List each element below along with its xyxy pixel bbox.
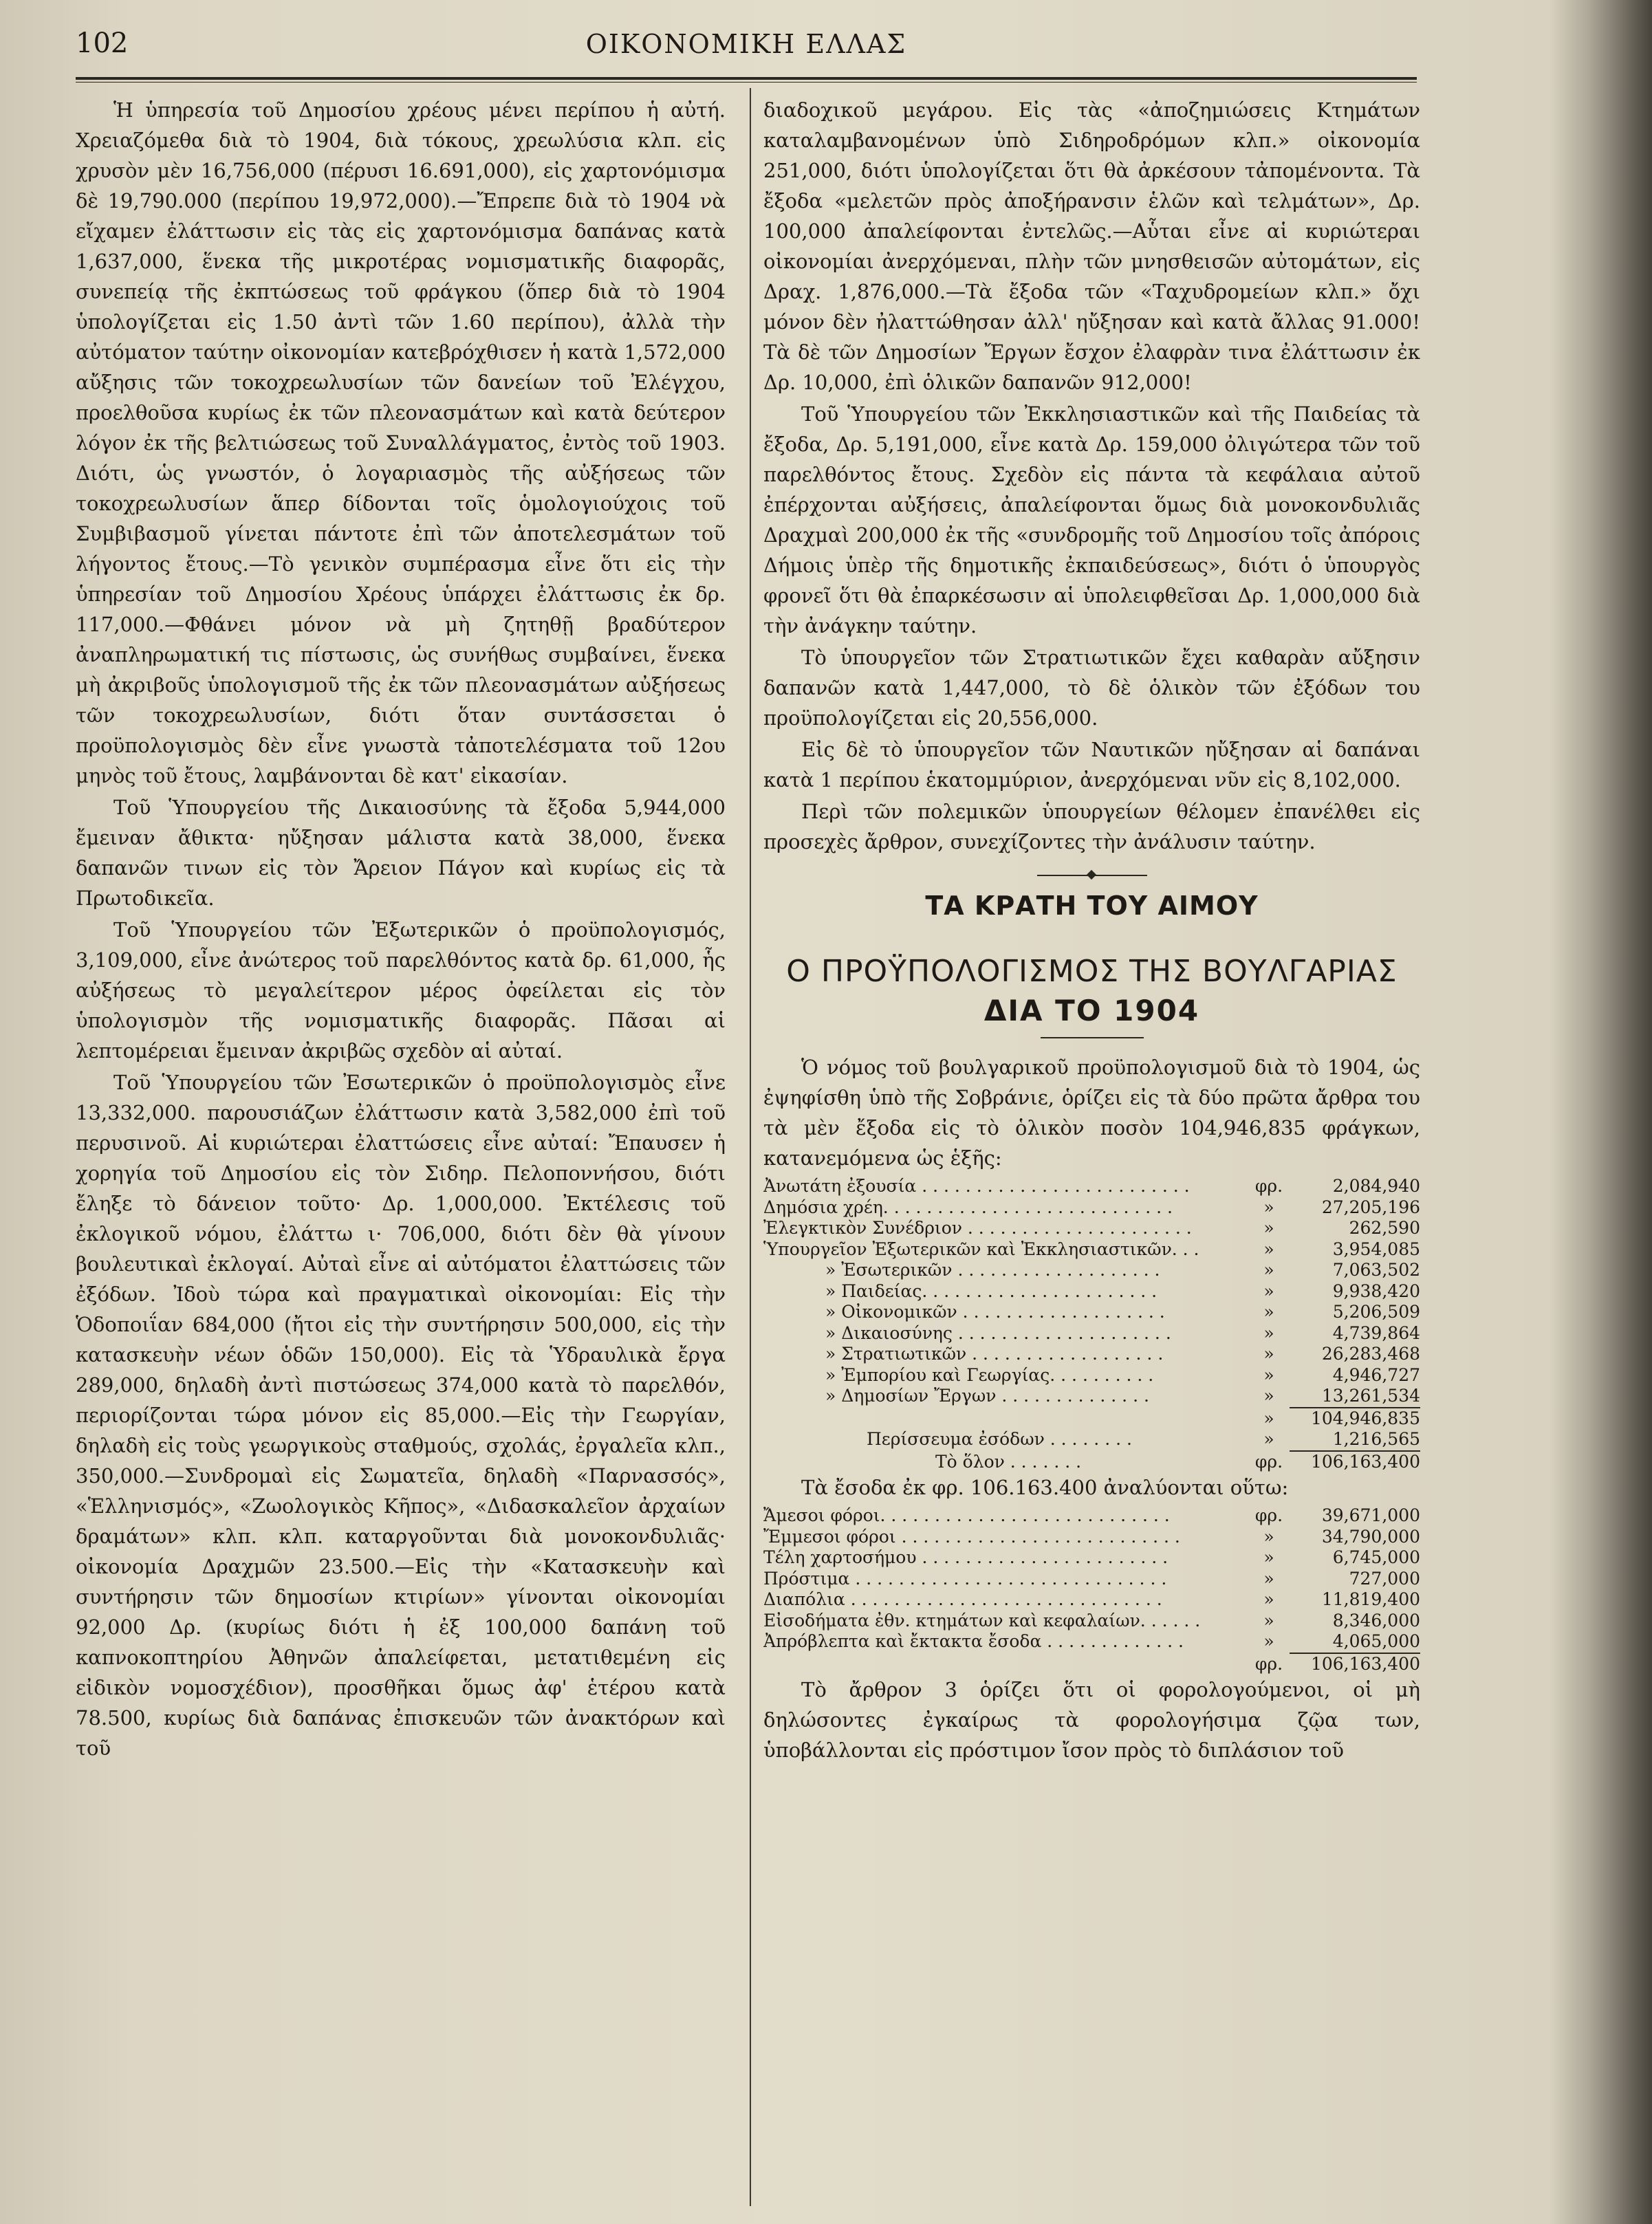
expense-row: [763, 1344, 1420, 1365]
expense-row-amount: 7,063,502: [1332, 1260, 1420, 1280]
expense-row-currency: φρ.: [1254, 1451, 1283, 1472]
expense-row-currency: »: [1263, 1239, 1274, 1259]
expense-row-label: » Οἰκονομικῶν . . . . . . . . . . . . . . . . . . .: [825, 1302, 1165, 1322]
expense-row-label: » Ἐσωτερικῶν . . . . . . . . . . . . . . . . . . .: [825, 1260, 1160, 1280]
expense-row-amount: 1,216,565: [1332, 1429, 1420, 1449]
paragraph-conclusion: Περὶ τῶν πολεμικῶν ὑπουργείων θέλομεν ἐπανέλθει εἰς προσεχὲς ἄρθρον, συνεχίζοντες τὴν ἀνάλυσιν ταύτην.: [763, 800, 1420, 853]
expense-row: [763, 1260, 1420, 1281]
paragraph-justice: Τοῦ Ὑπουργείου τῆς Δικαιοσύνης τὰ ἔξοδα 5,944,000 ἔμειναν ἄθικτα· ηὔξησαν μάλιστα κατὰ 38,000, ἕνεκα δαπανῶν τινων εἰς τὸν Ἄρειον Πάγον καὶ κυρίως εἰς τὰ Πρωτοδικεῖα.: [76, 796, 726, 910]
expense-row-label: » Ἐμπορίου καὶ Γεωργίας. . . . . . . . . .: [825, 1364, 1154, 1385]
expense-row-amount: 9,938,420: [1332, 1280, 1420, 1301]
article-title: Ο ΠΡΟΫΠΟΛΟΓΙΣΜΟΣ ΤΗΣ ΒΟΥΛΓΑΡΙΑΣ: [786, 954, 1398, 989]
revenue-row-currency: φρ.: [1254, 1505, 1283, 1525]
article-subtitle: ΔΙΑ ΤΟ 1904: [983, 994, 1200, 1027]
expense-row: [763, 1302, 1420, 1323]
expense-row-currency: »: [1263, 1429, 1274, 1449]
revenue-row: [763, 1589, 1420, 1611]
revenue-row-currency: »: [1263, 1547, 1274, 1567]
revenue-row-label: Διαπόλια . . . . . . . . . . . . . . . . . . . . . . . . . . . . .: [763, 1589, 1162, 1609]
expense-row: [763, 1386, 1420, 1407]
paragraph-military: Τὸ ὑπουργεῖον τῶν Στρατιωτικῶν ἔχει καθαρὰν αὔξησιν δαπανῶν κατὰ 1,447,000, τὸ δὲ ὁλικὸν τῶν ἐξόδων του προϋπολογίζεται εἰς 20,556,000.: [763, 646, 1420, 730]
expense-row-currency: »: [1263, 1364, 1274, 1385]
expense-row-label: Περίσσευμα ἐσόδων . . . . . . . .: [867, 1429, 1132, 1449]
expenses-table: [763, 1176, 1420, 1472]
expense-row-amount: 27,205,196: [1321, 1197, 1420, 1217]
revenue-row-amount: 106,163,400: [1290, 1653, 1420, 1675]
expense-row-currency: »: [1263, 1302, 1274, 1322]
revenue-row-label: Ἀπρόβλεπτα καὶ ἔκτακτα ἔσοδα . . . . . . . . . . . . .: [763, 1631, 1184, 1651]
closing-paragraph: Τὸ ἄρθρον 3 ὁρίζει ὅτι οἱ φορολογούμενοι, οἱ μὴ δηλώσοντες ἐγκαίρως τὰ φορολογήσιμα ζῷα των, ὑποβάλλονται εἰς πρόστιμον ἴσον πρὸς τὸ διπλάσιον τοῦ: [763, 1678, 1420, 1762]
revenue-row-currency: »: [1263, 1631, 1274, 1651]
expense-row-currency: »: [1263, 1260, 1274, 1280]
expense-row-amount: 26,283,468: [1321, 1344, 1420, 1364]
revenue-row-amount: 4,065,000: [1332, 1631, 1420, 1651]
revenue-row: [763, 1505, 1420, 1527]
expense-row-label: Ὑπουργεῖον Ἐξωτερικῶν καὶ Ἐκκλησιαστικῶν. . .: [763, 1239, 1199, 1259]
expense-row-currency: »: [1263, 1280, 1274, 1301]
expense-row-currency: »: [1263, 1218, 1274, 1238]
expense-row-currency: »: [1263, 1408, 1274, 1428]
expense-row-label: » Δικαιοσύνης . . . . . . . . . . . . . . . . . . . .: [825, 1322, 1171, 1343]
expense-row-label: » Στρατιωτικῶν . . . . . . . . . . . . . . . . . .: [825, 1344, 1164, 1364]
revenue-row-label: Τέλη χαρτοσήμου . . . . . . . . . . . . . . . . . . . . . . .: [763, 1547, 1169, 1567]
revenue-row: [763, 1631, 1420, 1653]
paragraph-public-debt: Ἡ ὑπηρεσία τοῦ Δημοσίου χρέους μένει περίπου ἡ αὐτή. Χρειαζόμεθα διὰ τὸ 1904, διὰ τόκους, χρεωλύσια κλπ. εἰς χρυσὸν μὲν 16,756,000 (πέρυσι 16.691,000), εἰς χαρτονόμισμα δὲ 19,790.000 (περίπου 19,972,000).—Ἔπρεπε διὰ τὸ 1904 νὰ εἴχαμεν ἐλάττωσιν εἰς τὰς εἰς χαρτονόμισμα δαπάνας κατὰ 1,637,000, ἕνεκα τῆς μικροτέρας νομισματικῆς διαφορᾶς, συνεπείᾳ τῆς ἐκπτώσεως τοῦ φράγκου (ὅπερ διὰ τὸ 1904 ὑπολογίζεται εἰς 1.50 ἀντὶ τῶν 1.60 περίπου), ἀλλὰ τὴν αὐτόματον ταύτην οἰκονομίαν κατεβρόχθισεν ἡ κατὰ 1,572,000 αὔξησις τῶν τοκοχρεωλυσίων τῶν δανείων τοῦ Ἐλέγχου, προελθοῦσα κυρίως ἐκ τῶν πλεονασμάτων καὶ κατὰ δεύτερον λόγον ἐκ τῆς βελτιώσεως τοῦ Συναλλάγματος, ἐντὸς τοῦ 1903. Διότι, ὡς γνωστόν, ὁ λογαριασμὸς τῆς αὐξήσεως τῶν τοκοχρεωλυσίων ἅπερ δίδονται τοῖς ὁμολογιούχοις τοῦ Συμβιβασμοῦ γίνεται πάντοτε ἐπὶ τῶν ἀποτελεσμάτων τοῦ λήγοντος ἔτους.—Τὸ γενικὸν συμπέρασμα εἶνε ὅτι εἰς τὴν ὑπηρεσίαν τοῦ Δημοσίου Χρέους ὑπάρχει ἐλάττωσις ἐκ δρ. 117,000.—Φθάνει μόνον νὰ μὴ ζητηθῇ βραδύτερον ἀναπληρωματική τις πίστωσις, ὡς συνήθως συμβαίνει, ἕνεκα μὴ ἀκριβοῦς ὑπολογισμοῦ τῆς ἐκ τῶν πλεονασμάτων αὐξήσεως τῶν τοκοχρεωλυσίων, διότι ὅταν συντάσσεται ὁ προϋπολογισμὸς δὲν εἶνε γνωστὰ τἀποτελέσματα τοῦ 12ου μηνὸς τοῦ ἔτους, λαμβάνονται δὲ κατ' εἰκασίαν.: [76, 98, 726, 787]
expense-row: [763, 1197, 1420, 1219]
revenue-row: [763, 1547, 1420, 1569]
revenue-row-currency: »: [1263, 1568, 1274, 1589]
revenue-row-amount: 727,000: [1349, 1568, 1420, 1589]
page-number: 102: [76, 28, 129, 59]
expense-row-amount: 13,261,534: [1321, 1386, 1420, 1406]
expense-row-currency: »: [1263, 1322, 1274, 1343]
header-rule: [76, 77, 1417, 83]
expense-row: [763, 1218, 1420, 1239]
revenue-row-label: Ἔμμεσοι φόροι . . . . . . . . . . . . . . . . . . . . . . . . . .: [763, 1526, 1180, 1547]
revenue-row-amount: 6,745,000: [1332, 1547, 1420, 1567]
revenue-row-amount: 34,790,000: [1321, 1526, 1420, 1547]
page-header: [76, 28, 1417, 69]
expense-row-amount: 106,163,400: [1290, 1450, 1420, 1473]
right-column: [763, 95, 1420, 1765]
revenue-row-amount: 11,819,400: [1321, 1589, 1420, 1609]
expense-row: [763, 1323, 1420, 1344]
revenue-row-currency: »: [1263, 1589, 1274, 1609]
paragraph-education: Τοῦ Ὑπουργείου τῶν Ἐκκλησιαστικῶν καὶ τῆς Παιδείας τὰ ἔξοδα, Δρ. 5,191,000, εἶνε κατὰ Δρ. 159,000 ὀλιγώτερα τῶν τοῦ παρελθόντος ἔτους. Σχεδὸν εἰς πάντα τὰ κεφάλαια αὐτοῦ ἐπέρχονται αὐξήσεις, ἀπαλείφονται ὅμως διὰ μονοκονδυλιᾶς Δραχμαὶ 200,000 ἐκ τῆς «συνδρομῆς τοῦ Δημοσίου τοῖς ἀπόροις Δήμοις ὑπὲρ τῆς δημοτικῆς ἐκπαιδεύσεως», διότι ὁ ὑπουργὸς φρονεῖ ὅτι θὰ ἐπαρκέσωσιν αἱ ὑπολειφθεῖσαι Δρ. 1,000,000 διὰ τὴν ἀνάγκην ταύτην.: [763, 402, 1420, 637]
expense-row: [763, 1281, 1420, 1302]
revenue-row: [763, 1527, 1420, 1548]
expense-row-label: Ἐλεγκτικὸν Συνέδριον . . . . . . . . . . . . . . . . . . . . .: [763, 1218, 1192, 1238]
revenue-row-amount: 39,671,000: [1321, 1505, 1420, 1525]
revenue-row-label: Πρόστιμα . . . . . . . . . . . . . . . . . . . . . . . . . . . . .: [763, 1568, 1167, 1589]
column-divider: [750, 88, 751, 2206]
expense-row: [763, 1239, 1420, 1261]
expense-row: [763, 1407, 1420, 1430]
paragraph-interior: Τοῦ Ὑπουργείου τῶν Ἐσωτερικῶν ὁ προϋπολογισμὸς εἶνε 13,332,000. παρουσιάζων ἐλάττωσιν κατὰ 3,582,000 ἐπὶ τοῦ περυσινοῦ. Αἱ κυριώτεραι ἐλαττώσεις εἶνε αὐταί: Ἔπαυσεν ἡ χορηγία τοῦ Δημοσίου εἰς τὸν Σιδηρ. Πελοποννήσου, διότι ἔληξε τὸ δάνειον τοῦτο· Δρ. 1,000,000. Ἐκτέλεσις τοῦ ἐκλογικοῦ νόμου, ἐλάττω ι· 706,000, διότι δὲν θὰ γίνουν βουλευτικαὶ ἐκλογαί. Αὐταὶ εἶνε αἱ αὐτόματοι ἐλαττώσεις τῶν ἐξόδων. Ἰδοὺ τώρα καὶ πραγματικαὶ οἰκονομίαι: Εἰς τὴν Ὁδοποιΐαν 684,000 (ἤτοι εἰς τὴν συντήρησιν 500,000, εἰς τὴν κατασκευὴν νέων ὁδῶν 150,000). Εἰς τὰ Ὑδραυλικὰ ἔργα 289,000, δηλαδὴ ἀντὶ πιστώσεως 374,000 κατὰ τὸ παρελθόν, περιορίζονται τώρα μόνον εἰς 85,000.—Εἰς τὴν Γεωργίαν, δηλαδὴ εἰς τοὺς γεωργικοὺς σταθμούς, σχολάς, ἐργαλεῖα κλπ., 350,000.—Συνδρομαὶ εἰς Σωματεῖα, δηλαδὴ «Παρνασσός», «Ἑλληνισμός», «Ζωολογικὸς Κῆπος», «Διδασκαλεῖον ἀρχαίων δραμάτων» κλπ. κλπ. καταργοῦνται διὰ μονοκονδυλιᾶς· οἰκονομία Δραχμῶν 23.500.—Εἰς τὴν «Κατασκευὴν καὶ συντήρησιν τῶν δημοσίων κτιρίων» γίνονται οἰκονομίαι 92,000 Δρ. (κυρίως διότι ἡ ἐξ 100,000 δαπάνη τοῦ καπνοκοπτηρίου Ἀθηνῶν ἀπαλείφεται, μετατιθεμένη εἰς εἰδικὸν νομοσχέδιον), προσθῆκαι ὅμως ἀφ' ἑτέρου κατὰ 78.500, κυρίως διὰ δαπάνας ἐπισκευῶν τῶν ἀνακτόρων καὶ τοῦ: [76, 1071, 726, 1760]
section-divider: [1037, 875, 1147, 876]
paragraph-navy: Εἰς δὲ τὸ ὑπουργεῖον τῶν Ναυτικῶν ηὔξησαν αἱ δαπάναι κατὰ 1 περίπου ἑκατομμύριον, ἀνερχόμεναι νῦν εἰς 8,102,000.: [763, 738, 1420, 792]
expense-row-amount: 4,946,727: [1332, 1364, 1420, 1385]
revenue-row: [763, 1653, 1420, 1675]
expense-row-currency: φρ.: [1254, 1176, 1283, 1196]
revenue-row: [763, 1611, 1420, 1632]
section-title: ΤΑ ΚΡΑΤΗ ΤΟΥ ΑΙΜΟΥ: [925, 891, 1259, 921]
revenue-row: [763, 1569, 1420, 1590]
expense-row: [763, 1176, 1420, 1197]
expense-row-amount: 2,084,940: [1332, 1176, 1420, 1196]
expense-row-label: » Δημοσίων Ἔργων . . . . . . . . . . . . . .: [825, 1386, 1149, 1406]
revenue-intro: Τὰ ἔσοδα ἐκ φρ. 106.163.400 ἀναλύονται οὕτω:: [801, 1476, 1289, 1499]
expense-row-currency: »: [1263, 1386, 1274, 1406]
title-rule: [1041, 1037, 1144, 1038]
revenue-row-currency: φρ.: [1254, 1653, 1283, 1674]
expense-row: [763, 1429, 1420, 1450]
revenue-row-currency: »: [1263, 1526, 1274, 1547]
expense-row-currency: »: [1263, 1344, 1274, 1364]
revenue-row-label: Εἰσοδήματα ἐθν. κτημάτων καὶ κεφαλαίων. . . . . .: [763, 1610, 1201, 1631]
expense-row-currency: »: [1263, 1197, 1274, 1217]
revenue-row-label: Ἄμεσοι φόροι. . . . . . . . . . . . . . . . . . . . . . . . . . .: [763, 1505, 1170, 1525]
journal-title: ΟΙΚΟΝΟΜΙΚΗ ΕΛΛΑΣ: [585, 29, 907, 59]
expense-row-amount: 3,954,085: [1332, 1239, 1420, 1259]
paragraph-continuation: διαδοχικοῦ μεγάρου. Εἰς τὰς «ἀποζημιώσεις Κτημάτων καταλαμβανομένων ὑπὸ Σιδηροδρόμων κλπ.» οἰκονομία 251,000, διότι ὑπολογίζεται ὅτι θὰ ἀρκέσουν τἀπομένοντα. Τὰ ἔξοδα «μελετῶν πρὸς ἀποξήρανσιν ἑλῶν καὶ τελμάτων», Δρ. 100,000 ἀπαλείφονται ἐντελῶς.—Αὗται εἶνε αἱ κυριώτεραι οἰκονομίαι ἀνερχόμεναι, πλὴν τῶν μνησθεισῶν αὐτομάτων, εἰς Δραχ. 1,876,000.—Τὰ ἔξοδα τῶν «Ταχυδρομείων κλπ.» ὄχι μόνον δὲν ἠλαττώθησαν ἀλλ' ηὔξησαν καὶ κατὰ ἄλλας 91.000! Τὰ δὲ τῶν Δημοσίων Ἔργων ἔσχον ἐλαφρὰν τινα ἐλάττωσιν ἐκ Δρ. 10,000, ἐπὶ ὁλικῶν δαπανῶν 912,000!: [763, 98, 1420, 394]
expense-row-amount: 5,206,509: [1332, 1302, 1420, 1322]
expense-row-label: Ἀνωτάτη ἐξουσία . . . . . . . . . . . . . . . . . . . . . . . . .: [763, 1176, 1190, 1196]
revenue-row-currency: »: [1263, 1610, 1274, 1631]
expense-row-label: Δημόσια χρέη. . . . . . . . . . . . . . . . . . . . . . . . . . .: [763, 1197, 1173, 1217]
book-binding-shadow: [1549, 0, 1652, 2224]
left-column: [76, 95, 726, 1763]
expense-row-amount: 262,590: [1349, 1218, 1420, 1238]
expense-row: [763, 1450, 1420, 1473]
expense-row: [763, 1365, 1420, 1386]
expense-row-label: Τὸ ὅλον . . . . . . .: [935, 1451, 1082, 1472]
expense-row-amount: 4,739,864: [1332, 1322, 1420, 1343]
revenue-row-amount: 8,346,000: [1332, 1610, 1420, 1631]
paragraph-foreign-affairs: Τοῦ Ὑπουργείου τῶν Ἐξωτερικῶν ὁ προϋπολογισμός, 3,109,000, εἶνε ἀνώτερος τοῦ παρελθόντος κατὰ δρ. 61,000, ἧς αὐξήσεως τὸ μεγαλείτερον μέρος ὀφείλεται εἰς τὸν ὑπολογισμὸν τῆς νομισματικῆς διαφορᾶς. Πᾶσαι αἱ λεπτομέρειαι ἔμειναν ἀκριβῶς σχεδὸν αἱ αὐταί.: [76, 918, 726, 1062]
article-intro: Ὁ νόμος τοῦ βουλγαρικοῦ προϋπολογισμοῦ διὰ τὸ 1904, ὡς ἐψηφίσθη ὑπὸ τῆς Σοβράνιε, ὁρίζει εἰς τὰ δύο πρῶτα ἄρθρα του τὰ μὲν ἔξοδα εἰς τὸ ὁλικὸν ποσὸν 104,946,835 φράγκων, κατανεμόμενα ὡς ἑξῆς:: [763, 1056, 1420, 1170]
expense-row-label: » Παιδείας. . . . . . . . . . . . . . . . . . . . . .: [825, 1280, 1158, 1301]
expense-row-amount: 104,946,835: [1290, 1407, 1420, 1430]
revenues-table: [763, 1505, 1420, 1675]
